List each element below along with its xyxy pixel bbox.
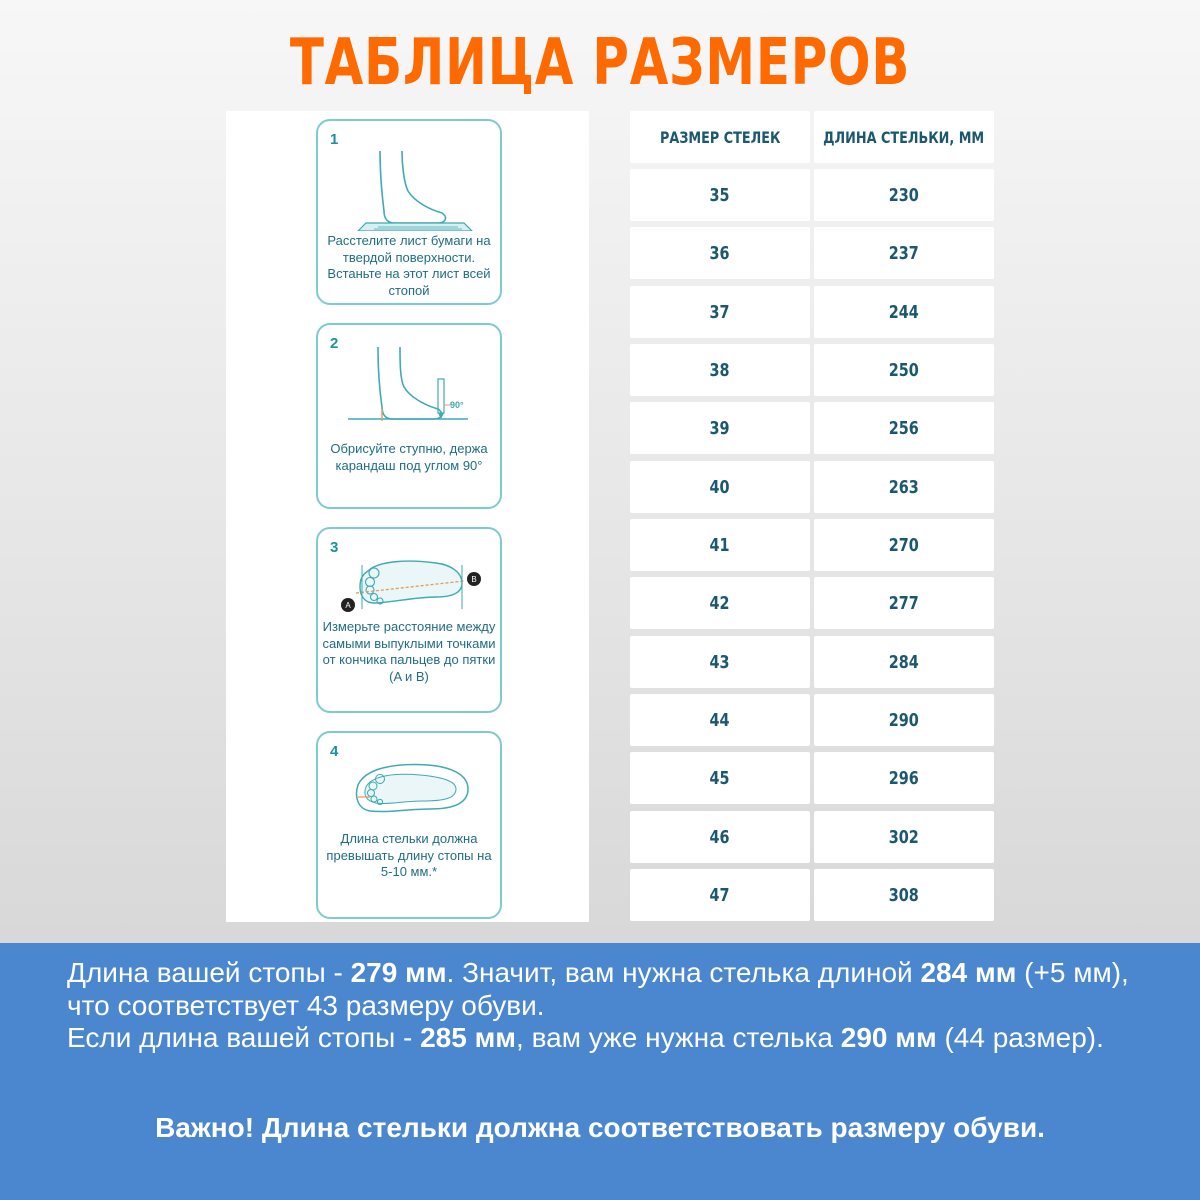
step-number: 4 [330, 743, 339, 760]
table-cell-length: 244 [814, 286, 994, 338]
example-text [67, 957, 1157, 1055]
step-number: 3 [330, 539, 339, 556]
table-cell-size: 36 [630, 227, 810, 279]
table-cell-length: 237 [814, 227, 994, 279]
table-cell-size: 40 [630, 461, 810, 513]
step-card-1 [316, 119, 502, 305]
header-insole-length: ДЛИНА СТЕЛЬКИ, ММ [814, 111, 994, 163]
step-card-3 [316, 527, 502, 713]
step-text: Измерьте расстояние между самыми выпуклыми точками от кончика пальцев до пятки (A и B) [322, 619, 496, 684]
table-cell-size: 38 [630, 344, 810, 396]
pencil-trace-icon [318, 347, 504, 435]
table-cell-length: 296 [814, 752, 994, 804]
step-text: Обрисуйте ступню, держа карандаш под углом 90° [330, 441, 488, 473]
header-insole-size: РАЗМЕР СТЕЛЕК [630, 111, 810, 163]
point-b-label: B [471, 575, 477, 584]
important-note: Важно! Длина стельки должна соответствовать размеру обуви. [155, 1112, 1045, 1143]
point-a-label: A [345, 601, 351, 610]
step-number: 2 [330, 335, 339, 352]
step-card-2 [316, 323, 502, 509]
step-text: Расстелите лист бумаги на твердой поверхности. Встаньте на этот лист всей стопой [327, 233, 491, 298]
table-cell-length: 290 [814, 694, 994, 746]
table-cell-length: 256 [814, 402, 994, 454]
table-cell-size: 44 [630, 694, 810, 746]
table-cell-length: 308 [814, 869, 994, 921]
table-cell-size: 43 [630, 636, 810, 688]
table-cell-size: 42 [630, 577, 810, 629]
step-number: 1 [330, 131, 339, 148]
table-cell-length: 263 [814, 461, 994, 513]
step-card-4 [316, 731, 502, 919]
table-cell-length: 230 [814, 169, 994, 221]
table-cell-size: 39 [630, 402, 810, 454]
instructions-panel [226, 111, 589, 922]
table-cell-size: 46 [630, 811, 810, 863]
table-cell-size: 47 [630, 869, 810, 921]
page-title: ТАБЛИЦА РАЗМЕРОВ [289, 26, 911, 100]
table-cell-length: 250 [814, 344, 994, 396]
table-cell-length: 284 [814, 636, 994, 688]
table-cell-length: 277 [814, 577, 994, 629]
table-cell-size: 37 [630, 286, 810, 338]
table-cell-length: 270 [814, 519, 994, 571]
table-cell-size: 41 [630, 519, 810, 571]
table-cell-size: 35 [630, 169, 810, 221]
example-paragraph-2: Если длина вашей стопы - 285 мм, вам уже нужна стелька 290 мм (44 размер). [67, 1022, 1104, 1053]
insole-icon [318, 755, 504, 843]
step-text: Длина стельки должна превышать длину стопы на 5-10 мм.* [326, 831, 492, 879]
table-cell-length: 302 [814, 811, 994, 863]
example-paragraph-1: Длина вашей стопы - 279 мм. Значит, вам нужна стелька длиной 284 мм (+5 мм), что соответствует 43 размеру обуви. [67, 957, 1129, 1021]
foot-on-paper-icon [318, 143, 504, 231]
angle-label: 90° [450, 400, 464, 410]
table-cell-size: 45 [630, 752, 810, 804]
